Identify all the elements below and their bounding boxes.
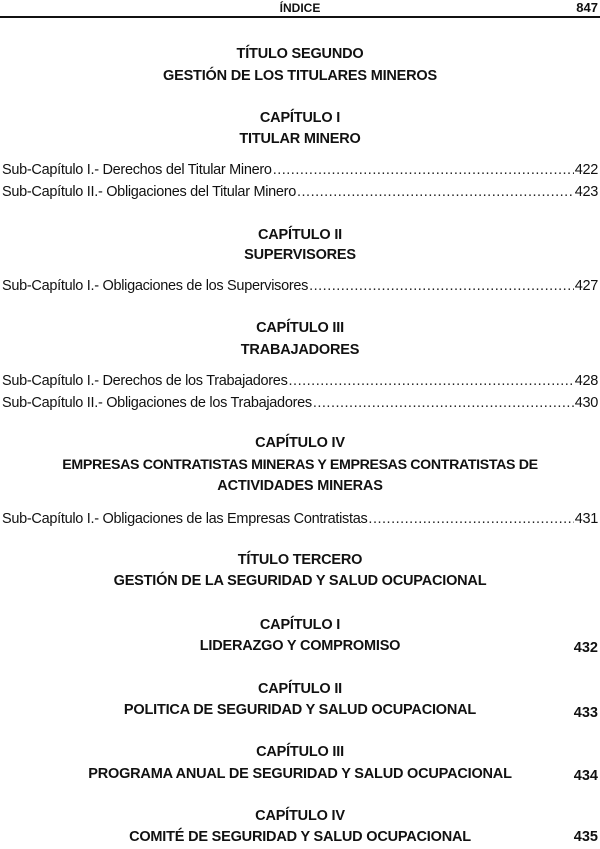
toc-entry-label: Sub-Capítulo II.- Obligaciones de los Trabajadores [2,395,312,411]
toc-entry-page: 431 [574,511,598,527]
ts-cap1-name: TITULAR MINERO [239,131,361,147]
toc-leader-dots [297,181,574,203]
toc-entry[interactable] [2,370,598,392]
toc-leader-dots [313,392,574,414]
ts-cap4-heading: CAPÍTULO IV [255,435,345,451]
titulo-tercero-subtitle: GESTIÓN DE LA SEGURIDAD Y SALUD OCUPACIONAL [113,573,487,589]
tt-cap4-heading: CAPÍTULO IV [255,808,345,824]
ts-cap1-heading: CAPÍTULO I [259,110,341,126]
toc-entry-label: Sub-Capítulo I.- Derechos de los Trabajadores [2,373,288,389]
toc-entry-label: Sub-Capítulo I.- Obligaciones de las Empresas Contratistas [2,511,368,527]
tt-cap3-name: PROGRAMA ANUAL DE SEGURIDAD Y SALUD OCUPACIONAL [88,766,512,782]
titulo-segundo-heading: TÍTULO SEGUNDO [236,46,364,62]
toc-leader-dots [289,370,574,392]
toc-entry[interactable] [2,181,598,203]
titulo-tercero-heading: TÍTULO TERCERO [237,552,363,568]
toc-entry-label: Sub-Capítulo I.- Obligaciones de los Supervisores [2,278,309,294]
toc-entry[interactable] [2,508,598,530]
tt-cap4-page: 435 [573,829,598,845]
tt-cap3-heading: CAPÍTULO III [256,744,344,760]
toc-entry-page: 422 [574,162,598,178]
toc-entry-page: 423 [574,184,598,200]
ts-cap3-heading: CAPÍTULO III [256,320,344,336]
toc-entry-label: Sub-Capítulo II.- Obligaciones del Titular Minero [2,184,296,200]
toc-entry-page: 428 [574,373,598,389]
toc-entry-page: 430 [574,395,598,411]
toc-entry-page: 427 [574,278,598,294]
toc-leader-dots [368,508,573,530]
header-rule [0,16,600,18]
toc-entry[interactable] [2,275,598,297]
tt-cap2-heading: CAPÍTULO II [258,681,342,697]
tt-cap1-name: LIDERAZGO Y COMPROMISO [199,638,401,654]
toc-leader-dots [273,159,574,181]
header-page-number: 847 [576,0,598,15]
tt-cap1-heading: CAPÍTULO I [259,617,341,633]
titulo-segundo-subtitle: GESTIÓN DE LOS TITULARES MINEROS [163,68,437,84]
toc-entry-label: Sub-Capítulo I.- Derechos del Titular Minero [2,162,272,178]
tt-cap3-page: 434 [573,768,598,784]
tt-cap2-name: POLITICA DE SEGURIDAD Y SALUD OCUPACIONAL [123,702,477,718]
ts-cap4-name-line2: ACTIVIDADES MINERAS [217,478,383,494]
ts-cap4-name-line1: EMPRESAS CONTRATISTAS MINERAS Y EMPRESAS CONTRATISTAS DE [62,457,538,473]
ts-cap2-heading: CAPÍTULO II [258,227,342,243]
toc-leader-dots [309,275,574,297]
ts-cap3-name: TRABAJADORES [240,342,360,358]
tt-cap2-page: 433 [573,705,598,721]
running-header [0,0,600,19]
tt-cap1-page: 432 [573,640,598,656]
ts-cap2-name: SUPERVISORES [244,247,356,263]
tt-cap4-name: COMITÉ DE SEGURIDAD Y SALUD OCUPACIONAL [129,829,471,845]
header-title: ÍNDICE [279,1,321,15]
toc-entry[interactable] [2,159,598,181]
toc-entry[interactable] [2,392,598,414]
